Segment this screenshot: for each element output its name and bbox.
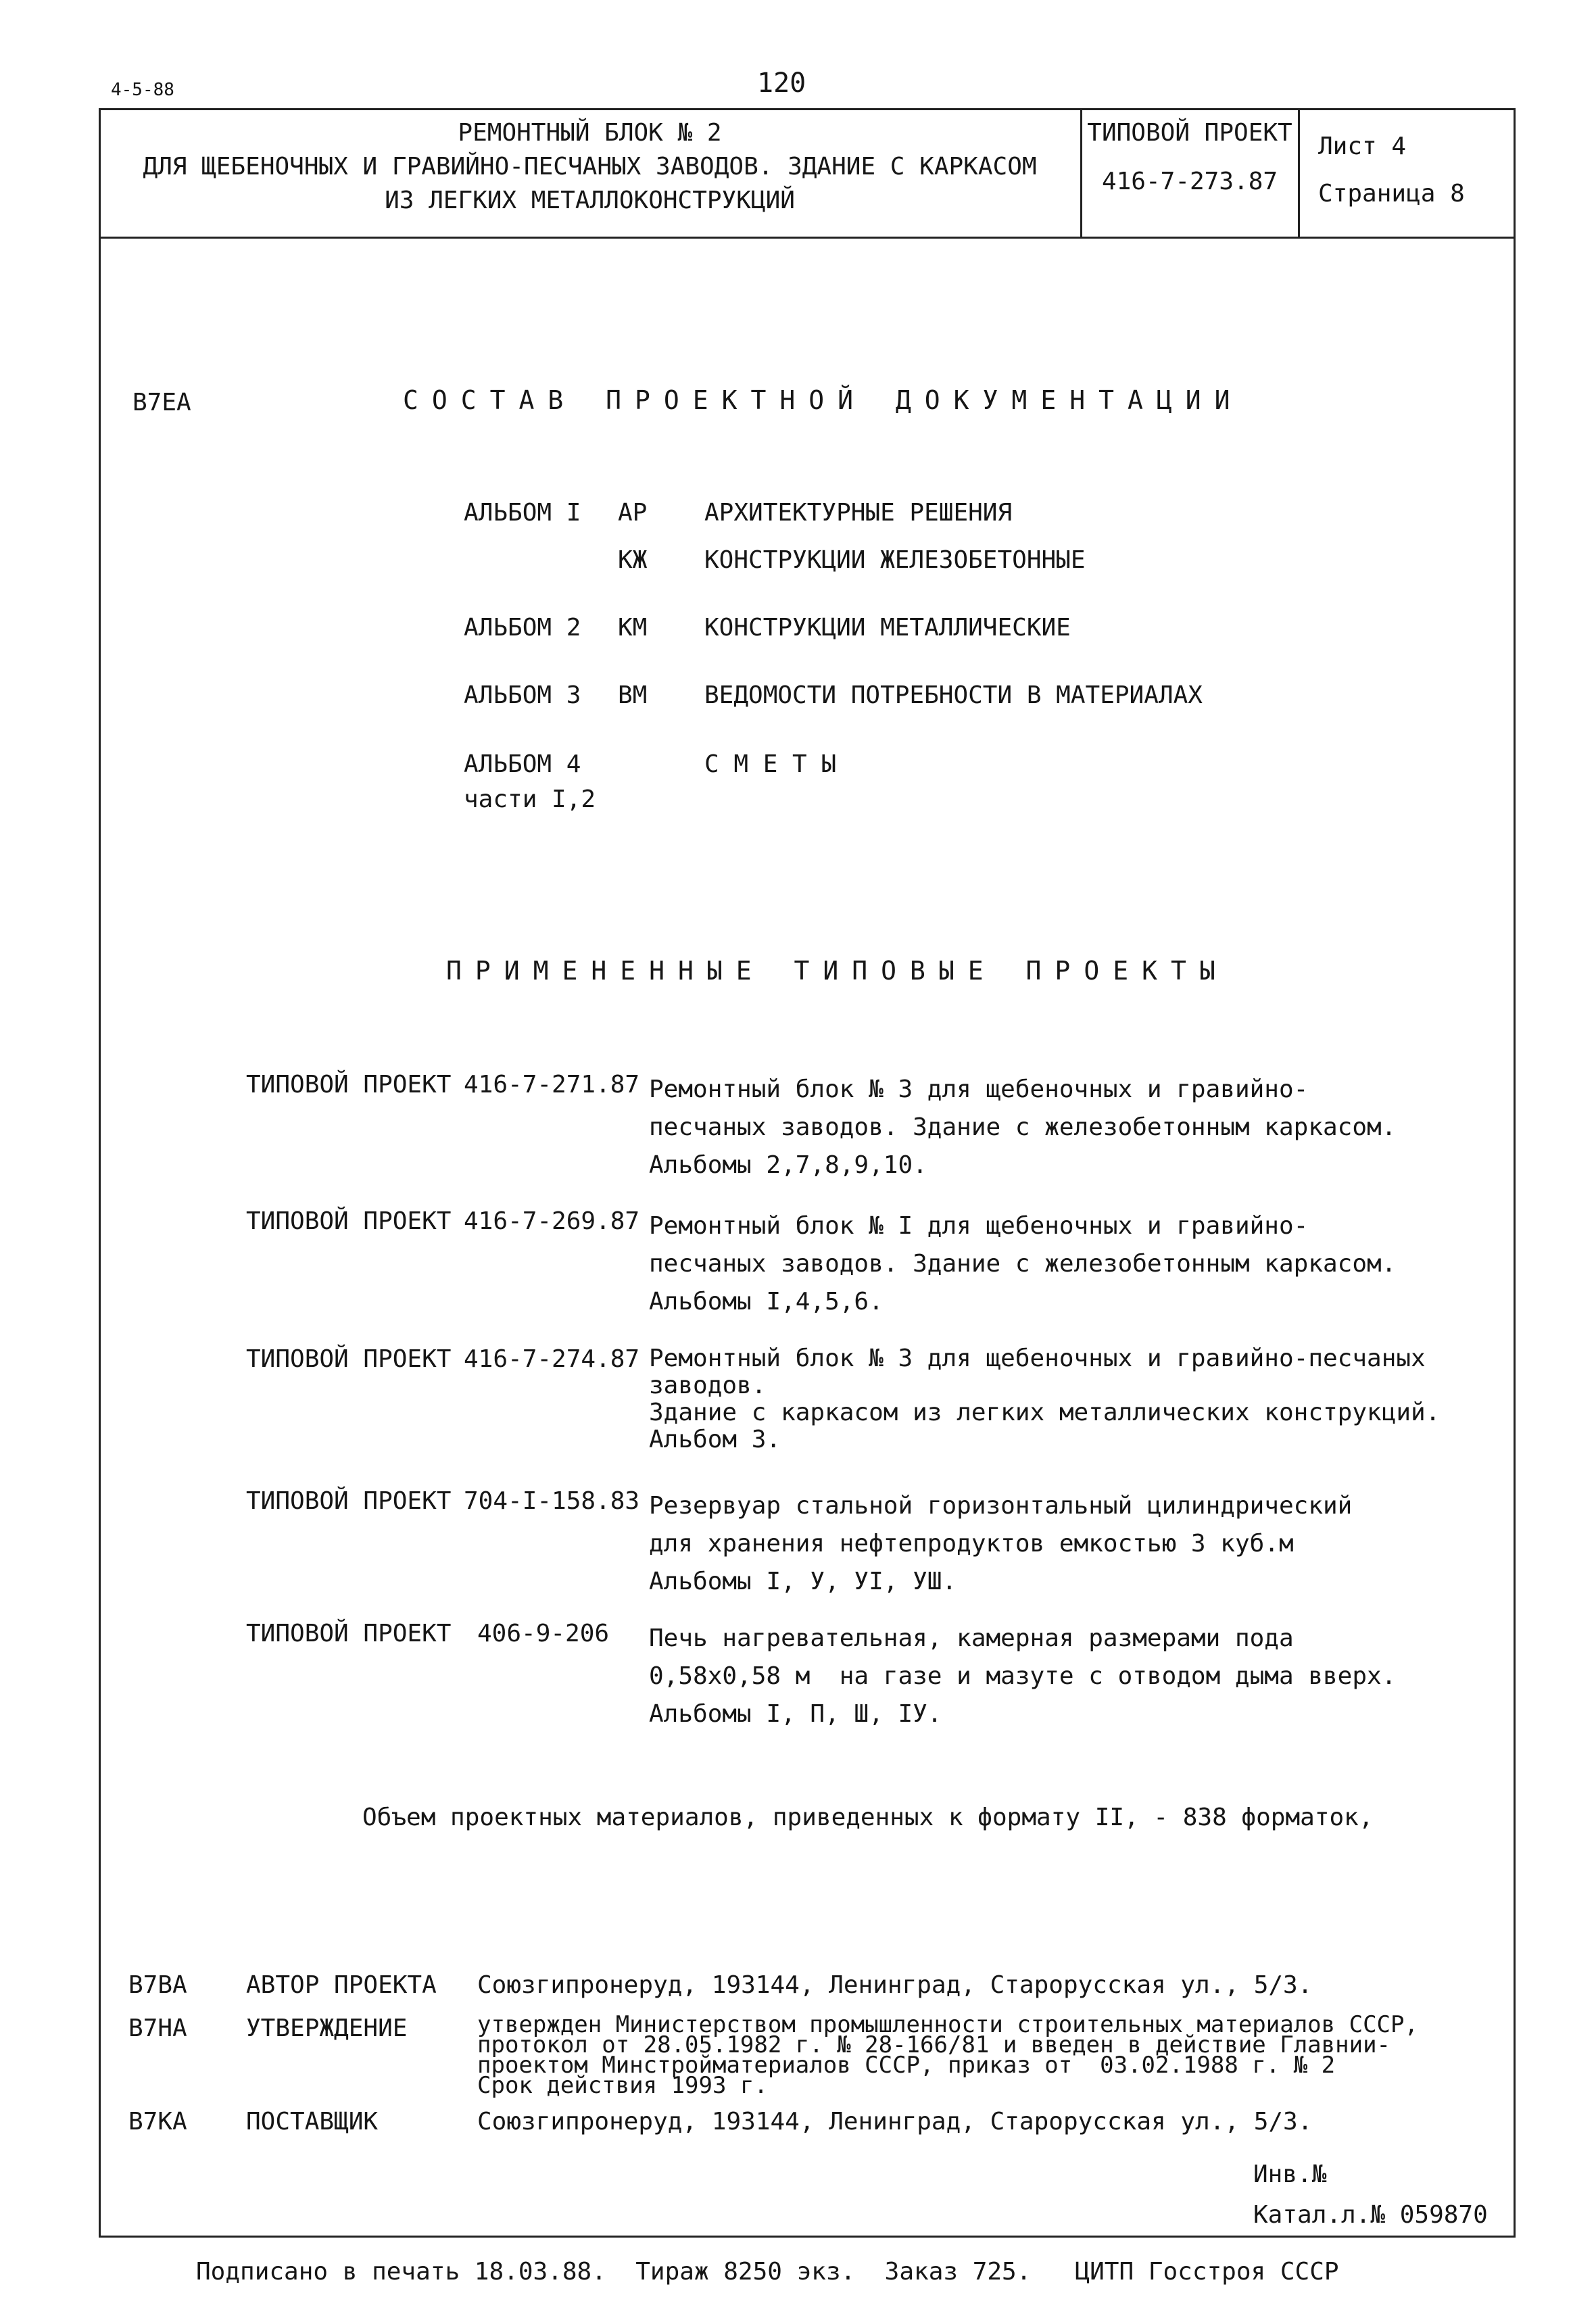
album-name: АРХИТЕКТУРНЫЕ РЕШЕНИЯ	[704, 499, 1013, 527]
project-description: Ремонтный блок № I для щебеночных и гравийно- песчаных заводов. Здание с железобетонным каркасом. Альбомы I,4,5,6.	[649, 1212, 1397, 1316]
composition-title: СОСТАВ ПРОЕКТНОЙ ДОКУМЕНТАЦИИ	[403, 385, 1244, 415]
page-ref: Страница 8	[1318, 180, 1465, 208]
project-label: ТИПОВОЙ ПРОЕКТ	[246, 1620, 452, 1647]
album-code: КЖ	[618, 546, 648, 574]
info-text: утвержден Министерством промышленности строительных материалов СССР, протокол от 28.05.1982 г. № 28-166/81 и введен в действие Главнии- проектом Минстройматериалов СССР, приказ от 03.02.1988 г. № 2 Срок действия 1993 г.	[477, 2011, 1418, 2099]
project-number: 416-7-271.87	[464, 1071, 640, 1099]
inventory-number: Инв.№	[1253, 2161, 1327, 2188]
album-code: ВМ	[618, 681, 648, 709]
album-name: КОНСТРУКЦИИ МЕТАЛЛИЧЕСКИЕ	[704, 614, 1071, 642]
project-label: ТИПОВОЙ ПРОЕКТ	[246, 1345, 452, 1373]
project-description: Резервуар стальной горизонтальный цилиндрический для хранения нефтепродуктов емкостью 3 куб.м Альбомы I, У, УI, УШ.	[649, 1492, 1353, 1595]
album-name: С М Е Т Ы	[704, 750, 837, 778]
composition-code: В7ЕА	[132, 389, 191, 416]
project-number: 704-I-158.83	[464, 1487, 640, 1515]
header-title-line: РЕМОНТНЫЙ БЛОК № 2	[458, 119, 722, 147]
project-description: Ремонтный блок № 3 для щебеночных и гравийно-песчаных заводов. Здание с каркасом из легких металлических конструкций. Альбом 3.	[649, 1345, 1441, 1453]
header-title-line: ИЗ ЛЕГКИХ МЕТАЛЛОКОНСТРУКЦИЙ	[385, 187, 795, 214]
project-label: ТИПОВОЙ ПРОЕКТ	[1087, 119, 1292, 147]
album-name: ВЕДОМОСТИ ПОТРЕБНОСТИ В МАТЕРИАЛАХ	[704, 681, 1203, 709]
album-parts: части I,2	[464, 786, 596, 813]
info-text: Союзгипронеруд, 193144, Ленинград, Старорусская ул., 5/3.	[477, 1971, 1313, 1999]
sheet-number: Лист 4	[1318, 132, 1407, 160]
header-divider	[99, 237, 1516, 239]
volume-note: Объем проектных материалов, приведенных к формату II, - 838 форматок,	[362, 1804, 1374, 1831]
print-footer: Подписано в печать 18.03.88. Тираж 8250 экз. Заказ 725. ЦИТП Госстроя СССР	[196, 2258, 1339, 2286]
album-label: АЛЬБОМ I	[464, 499, 581, 527]
header-divider-2	[1298, 108, 1300, 237]
header-divider-1	[1080, 108, 1082, 237]
page-number: 120	[757, 68, 806, 99]
applied-title: ПРИМЕНЕННЫЕ ТИПОВЫЕ ПРОЕКТЫ	[446, 956, 1229, 986]
project-number: 406-9-206	[477, 1620, 610, 1647]
album-code: АР	[618, 499, 648, 527]
album-label: АЛЬБОМ 2	[464, 614, 581, 642]
info-code: В7ВА	[128, 1971, 187, 1999]
corner-mark: 4-5-88	[111, 80, 174, 100]
project-label: ТИПОВОЙ ПРОЕКТ	[246, 1487, 452, 1515]
project-description: Ремонтный блок № 3 для щебеночных и гравийно- песчаных заводов. Здание с железобетонным каркасом. Альбомы 2,7,8,9,10.	[649, 1076, 1397, 1179]
project-label: ТИПОВОЙ ПРОЕКТ	[246, 1071, 452, 1099]
catalog-number: Катал.л.№ 059870	[1253, 2201, 1488, 2229]
project-label: ТИПОВОЙ ПРОЕКТ	[246, 1207, 452, 1235]
info-code: В7КА	[128, 2108, 187, 2136]
album-name: КОНСТРУКЦИИ ЖЕЛЕЗОБЕТОННЫЕ	[704, 546, 1086, 574]
album-label: АЛЬБОМ 4	[464, 750, 581, 778]
project-number: 416-7-273.87	[1101, 168, 1278, 195]
header-title	[101, 119, 1078, 215]
project-block	[1083, 119, 1297, 196]
info-label: АВТОР ПРОЕКТА	[246, 1971, 437, 1999]
project-description: Печь нагревательная, камерная размерами пода 0,58х0,58 м на газе и мазуте с отводом дыма вверх. Альбомы I, П, Ш, IУ.	[649, 1624, 1397, 1728]
info-code: В7НА	[128, 2015, 187, 2042]
album-code: КМ	[618, 614, 648, 642]
album-label: АЛЬБОМ 3	[464, 681, 581, 709]
info-text: Союзгипронеруд, 193144, Ленинград, Старорусская ул., 5/3.	[477, 2108, 1313, 2136]
header-title-line: ДЛЯ ЩЕБЕНОЧНЫХ И ГРАВИЙНО-ПЕСЧАНЫХ ЗАВОДОВ. ЗДАНИЕ С КАРКАСОМ	[143, 153, 1037, 180]
project-number: 416-7-269.87	[464, 1207, 640, 1235]
info-label: ПОСТАВЩИК	[246, 2108, 379, 2136]
info-label: УТВЕРЖДЕНИЕ	[246, 2015, 408, 2042]
project-number: 416-7-274.87	[464, 1345, 640, 1373]
